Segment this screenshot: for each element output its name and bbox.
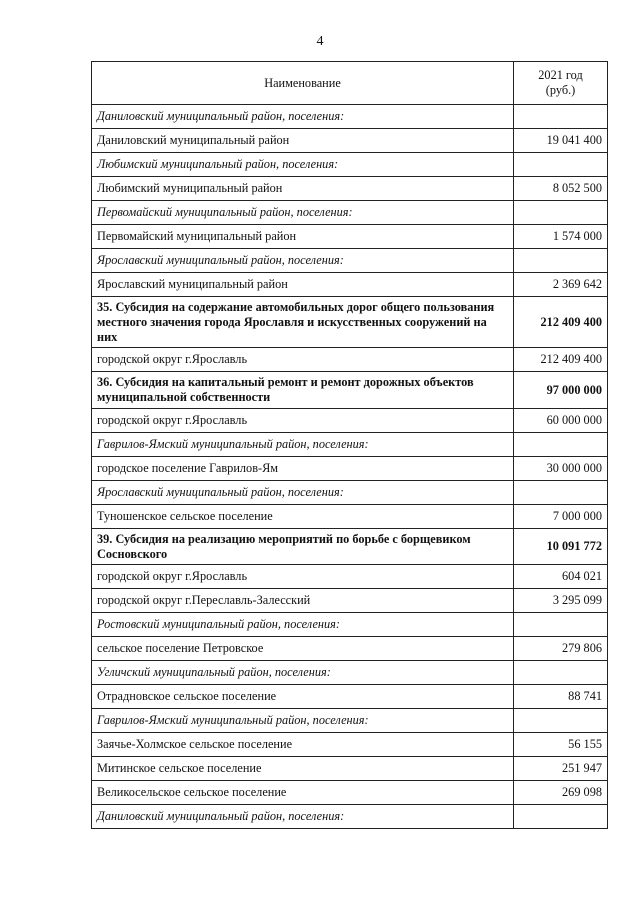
district-name: Ярославский муниципальный район, поселения:: [92, 249, 514, 273]
recipient-name: Заячье-Холмское сельское поселение: [92, 733, 514, 757]
section-row: [92, 297, 608, 348]
district-name: Даниловский муниципальный район, поселения:: [92, 105, 514, 129]
amount-cell: 8 052 500: [514, 177, 608, 201]
district-heading-row: [92, 613, 608, 637]
recipient-name: городское поселение Гаврилов-Ям: [92, 456, 514, 480]
table-row: [92, 129, 608, 153]
district-name: Первомайский муниципальный район, поселения:: [92, 201, 514, 225]
district-heading-row: [92, 249, 608, 273]
section-row: [92, 372, 608, 409]
table-header-row: [92, 62, 608, 105]
recipient-name: городской округ г.Ярославль: [92, 348, 514, 372]
district-name: Любимский муниципальный район, поселения:: [92, 153, 514, 177]
table-row: [92, 408, 608, 432]
amount-cell: [514, 249, 608, 273]
table-row: [92, 733, 608, 757]
amount-cell: [514, 201, 608, 225]
column-header-unit: (руб.): [545, 83, 576, 97]
district-name: Даниловский муниципальный район, поселения:: [92, 805, 514, 829]
amount-cell: [514, 613, 608, 637]
amount-cell: 3 295 099: [514, 589, 608, 613]
amount-cell: [514, 480, 608, 504]
amount-cell: 56 155: [514, 733, 608, 757]
table-row: [92, 225, 608, 249]
amount-cell: 1 574 000: [514, 225, 608, 249]
table-row: [92, 504, 608, 528]
recipient-name: Первомайский муниципальный район: [92, 225, 514, 249]
table-row: [92, 177, 608, 201]
table-row: [92, 685, 608, 709]
table-row: [92, 781, 608, 805]
column-header-name: Наименование: [92, 62, 514, 105]
section-row: [92, 528, 608, 565]
recipient-name: городской округ г.Ярославль: [92, 565, 514, 589]
table-body: [92, 105, 608, 829]
district-name: Ярославский муниципальный район, поселения:: [92, 480, 514, 504]
table-row: [92, 637, 608, 661]
amount-cell: 60 000 000: [514, 408, 608, 432]
district-heading-row: [92, 201, 608, 225]
recipient-name: Отрадновское сельское поселение: [92, 685, 514, 709]
section-title: 39. Субсидия на реализацию мероприятий по борьбе с борщевиком Сосновского: [92, 528, 514, 565]
table-row: [92, 348, 608, 372]
recipient-name: сельское поселение Петровское: [92, 637, 514, 661]
recipient-name: Даниловский муниципальный район: [92, 129, 514, 153]
district-heading-row: [92, 709, 608, 733]
amount-cell: 269 098: [514, 781, 608, 805]
recipient-name: Ярославский муниципальный район: [92, 273, 514, 297]
district-name: Угличский муниципальный район, поселения:: [92, 661, 514, 685]
recipient-name: Великосельское сельское поселение: [92, 781, 514, 805]
amount-cell: 30 000 000: [514, 456, 608, 480]
district-name: Гаврилов-Ямский муниципальный район, поселения:: [92, 432, 514, 456]
table-row: [92, 565, 608, 589]
page-number: 4: [316, 34, 324, 49]
table-row: [92, 589, 608, 613]
section-title: 36. Субсидия на капитальный ремонт и ремонт дорожных объектов муниципальной собственности: [92, 372, 514, 409]
recipient-name: Туношенское сельское поселение: [92, 504, 514, 528]
amount-cell: [514, 153, 608, 177]
district-heading-row: [92, 661, 608, 685]
amount-cell: [514, 805, 608, 829]
amount-cell: [514, 105, 608, 129]
section-total: 10 091 772: [514, 528, 608, 565]
recipient-name: Митинское сельское поселение: [92, 757, 514, 781]
column-header-year: 2021 год: [538, 68, 583, 83]
table-row: [92, 757, 608, 781]
column-header-amount: [514, 62, 608, 105]
amount-cell: 19 041 400: [514, 129, 608, 153]
amount-cell: 279 806: [514, 637, 608, 661]
district-name: Ростовский муниципальный район, поселения:: [92, 613, 514, 637]
amount-cell: [514, 709, 608, 733]
district-heading-row: [92, 105, 608, 129]
district-heading-row: [92, 432, 608, 456]
section-total: 212 409 400: [514, 297, 608, 348]
budget-table: [91, 61, 608, 829]
amount-cell: 7 000 000: [514, 504, 608, 528]
table-row: [92, 456, 608, 480]
section-total: 97 000 000: [514, 372, 608, 409]
table-row: [92, 273, 608, 297]
district-heading-row: [92, 153, 608, 177]
amount-cell: 212 409 400: [514, 348, 608, 372]
district-heading-row: [92, 480, 608, 504]
amount-cell: 604 021: [514, 565, 608, 589]
amount-cell: 251 947: [514, 757, 608, 781]
amount-cell: [514, 432, 608, 456]
recipient-name: Любимский муниципальный район: [92, 177, 514, 201]
district-name: Гаврилов-Ямский муниципальный район, поселения:: [92, 709, 514, 733]
amount-cell: 88 741: [514, 685, 608, 709]
recipient-name: городской округ г.Ярославль: [92, 408, 514, 432]
section-title: 35. Субсидия на содержание автомобильных дорог общего пользования местного значения города Ярославля и искусственных сооружений на них: [92, 297, 514, 348]
amount-cell: 2 369 642: [514, 273, 608, 297]
amount-cell: [514, 661, 608, 685]
recipient-name: городской округ г.Переславль-Залесский: [92, 589, 514, 613]
district-heading-row: [92, 805, 608, 829]
